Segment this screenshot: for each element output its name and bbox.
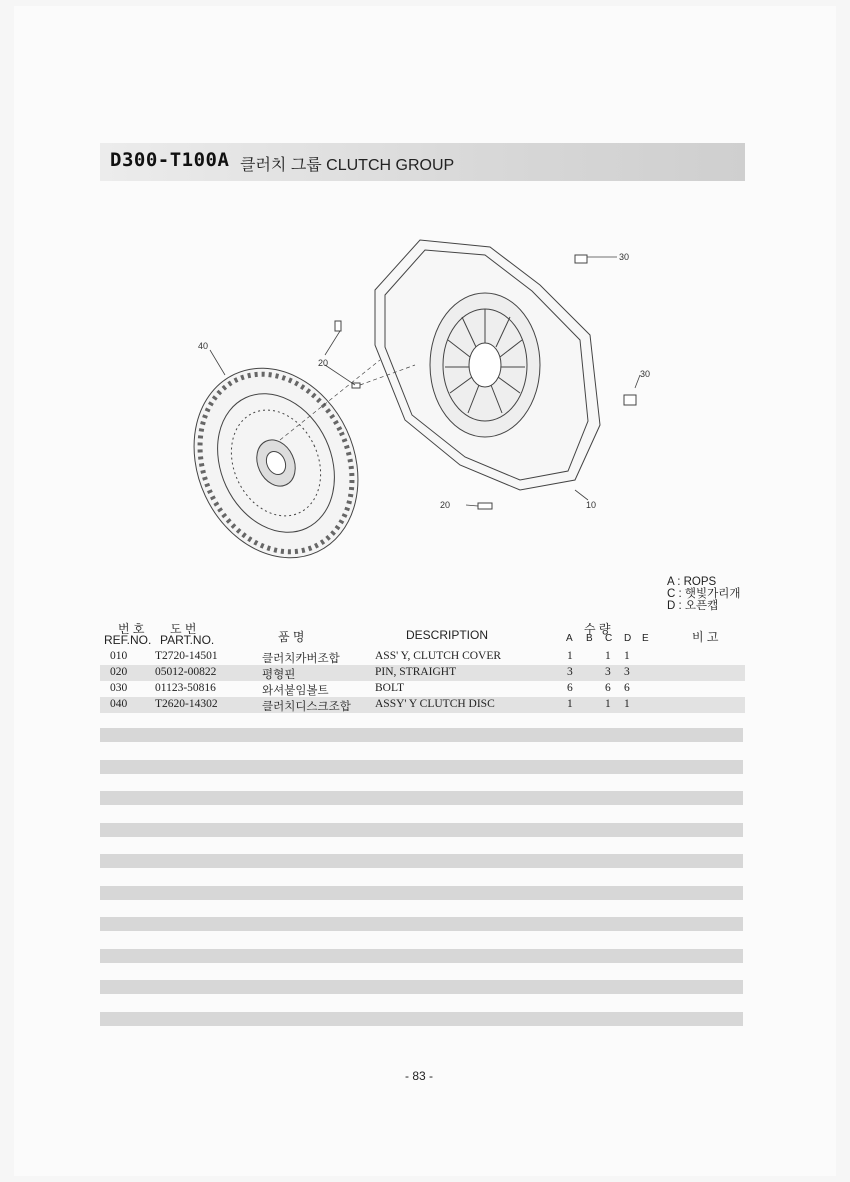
callout-40: 40 xyxy=(198,341,209,351)
cell-description: ASS' Y, CLUTCH COVER xyxy=(375,650,502,662)
header-qty-ko: 수 량 xyxy=(584,622,611,636)
table-row xyxy=(100,697,745,713)
cell-description: PIN, STRAIGHT xyxy=(375,666,457,678)
empty-row-band xyxy=(100,791,743,805)
empty-row-band xyxy=(100,854,743,868)
callout-10: 10 xyxy=(586,500,597,510)
cell-part-no: 01123-50816 xyxy=(155,682,216,694)
empty-row-band xyxy=(100,980,743,994)
header-part-ko: 도 번 xyxy=(170,622,197,636)
bolt-right xyxy=(624,395,636,405)
header-qty-e: E xyxy=(642,633,649,644)
header-ref-ko: 번 호 xyxy=(118,622,145,636)
cell-qty-c: 3 xyxy=(605,666,611,678)
bolt-upper xyxy=(575,255,587,263)
header-qty-a: A xyxy=(566,633,573,644)
cell-name-ko: 평형핀 xyxy=(262,669,296,681)
cell-description: BOLT xyxy=(375,682,404,694)
legend-a: A : ROPS xyxy=(667,576,717,588)
clutch-exploded-diagram xyxy=(180,225,660,570)
empty-row-band xyxy=(100,823,743,837)
cell-name-ko: 클러치디스크조합 xyxy=(262,701,351,713)
cell-name-ko: 클러치카버조합 xyxy=(262,653,340,665)
table-row xyxy=(100,681,745,697)
header-qty-b: B xyxy=(586,633,593,644)
table-row xyxy=(100,665,745,681)
legend-d: D : 오픈캡 xyxy=(667,600,719,612)
table-row xyxy=(100,649,745,665)
cell-part-no: 05012-00822 xyxy=(155,666,217,678)
empty-row-band xyxy=(100,886,743,900)
empty-row-band xyxy=(100,949,743,963)
header-part-en: PART.NO. xyxy=(160,633,215,647)
empty-row-band xyxy=(100,728,743,742)
empty-table-rows xyxy=(100,728,743,1043)
pin-lower xyxy=(478,503,492,509)
empty-row-band xyxy=(100,760,743,774)
cell-ref: 040 xyxy=(110,698,128,710)
group-code: D300-T100A xyxy=(110,149,230,171)
callout-30-upper: 30 xyxy=(619,252,630,262)
cell-qty-a: 3 xyxy=(567,666,573,678)
group-title: 클러치 그룹 CLUTCH GROUP xyxy=(240,157,455,174)
cell-qty-d: 6 xyxy=(624,682,630,694)
callout-20-upper: 20 xyxy=(318,358,329,368)
cell-qty-d: 1 xyxy=(624,650,630,662)
cell-ref: 020 xyxy=(110,666,128,678)
legend-c: C : 햇빛가리개 xyxy=(667,588,741,600)
cell-description: ASSY' Y CLUTCH DISC xyxy=(375,698,495,710)
cell-qty-c: 1 xyxy=(605,650,611,662)
parts-table-body xyxy=(100,649,745,713)
pin-upper xyxy=(335,321,341,331)
page-number: - 83 - xyxy=(405,1069,434,1083)
cell-ref: 010 xyxy=(110,650,128,662)
callout-30-right: 30 xyxy=(640,369,651,379)
empty-row-band xyxy=(100,917,743,931)
option-legend xyxy=(667,576,740,612)
cell-name-ko: 와셔붙임볼트 xyxy=(262,685,329,697)
clutch-cover-drawing xyxy=(375,240,600,490)
cell-qty-a: 6 xyxy=(567,682,573,694)
header-remark: 비 고 xyxy=(692,630,719,644)
cell-qty-c: 6 xyxy=(605,682,611,694)
cell-ref: 030 xyxy=(110,682,128,694)
cell-qty-a: 1 xyxy=(567,698,573,710)
cell-part-no: T2620-14302 xyxy=(155,698,218,710)
header-ref-en: REF.NO. xyxy=(104,633,152,647)
parts-table-header xyxy=(100,620,745,648)
cell-qty-a: 1 xyxy=(567,650,573,662)
header-qty-c: C xyxy=(605,633,613,644)
empty-row-band xyxy=(100,1012,743,1026)
cell-qty-d: 1 xyxy=(624,698,630,710)
clutch-disc-drawing xyxy=(180,341,388,570)
cell-qty-c: 1 xyxy=(605,698,611,710)
callout-20-lower: 20 xyxy=(440,500,451,510)
cell-part-no: T2720-14501 xyxy=(155,650,218,662)
header-description: DESCRIPTION xyxy=(406,628,489,642)
cell-qty-d: 3 xyxy=(624,666,630,678)
header-name-ko: 품 명 xyxy=(278,630,305,644)
header-qty-d: D xyxy=(624,633,632,644)
